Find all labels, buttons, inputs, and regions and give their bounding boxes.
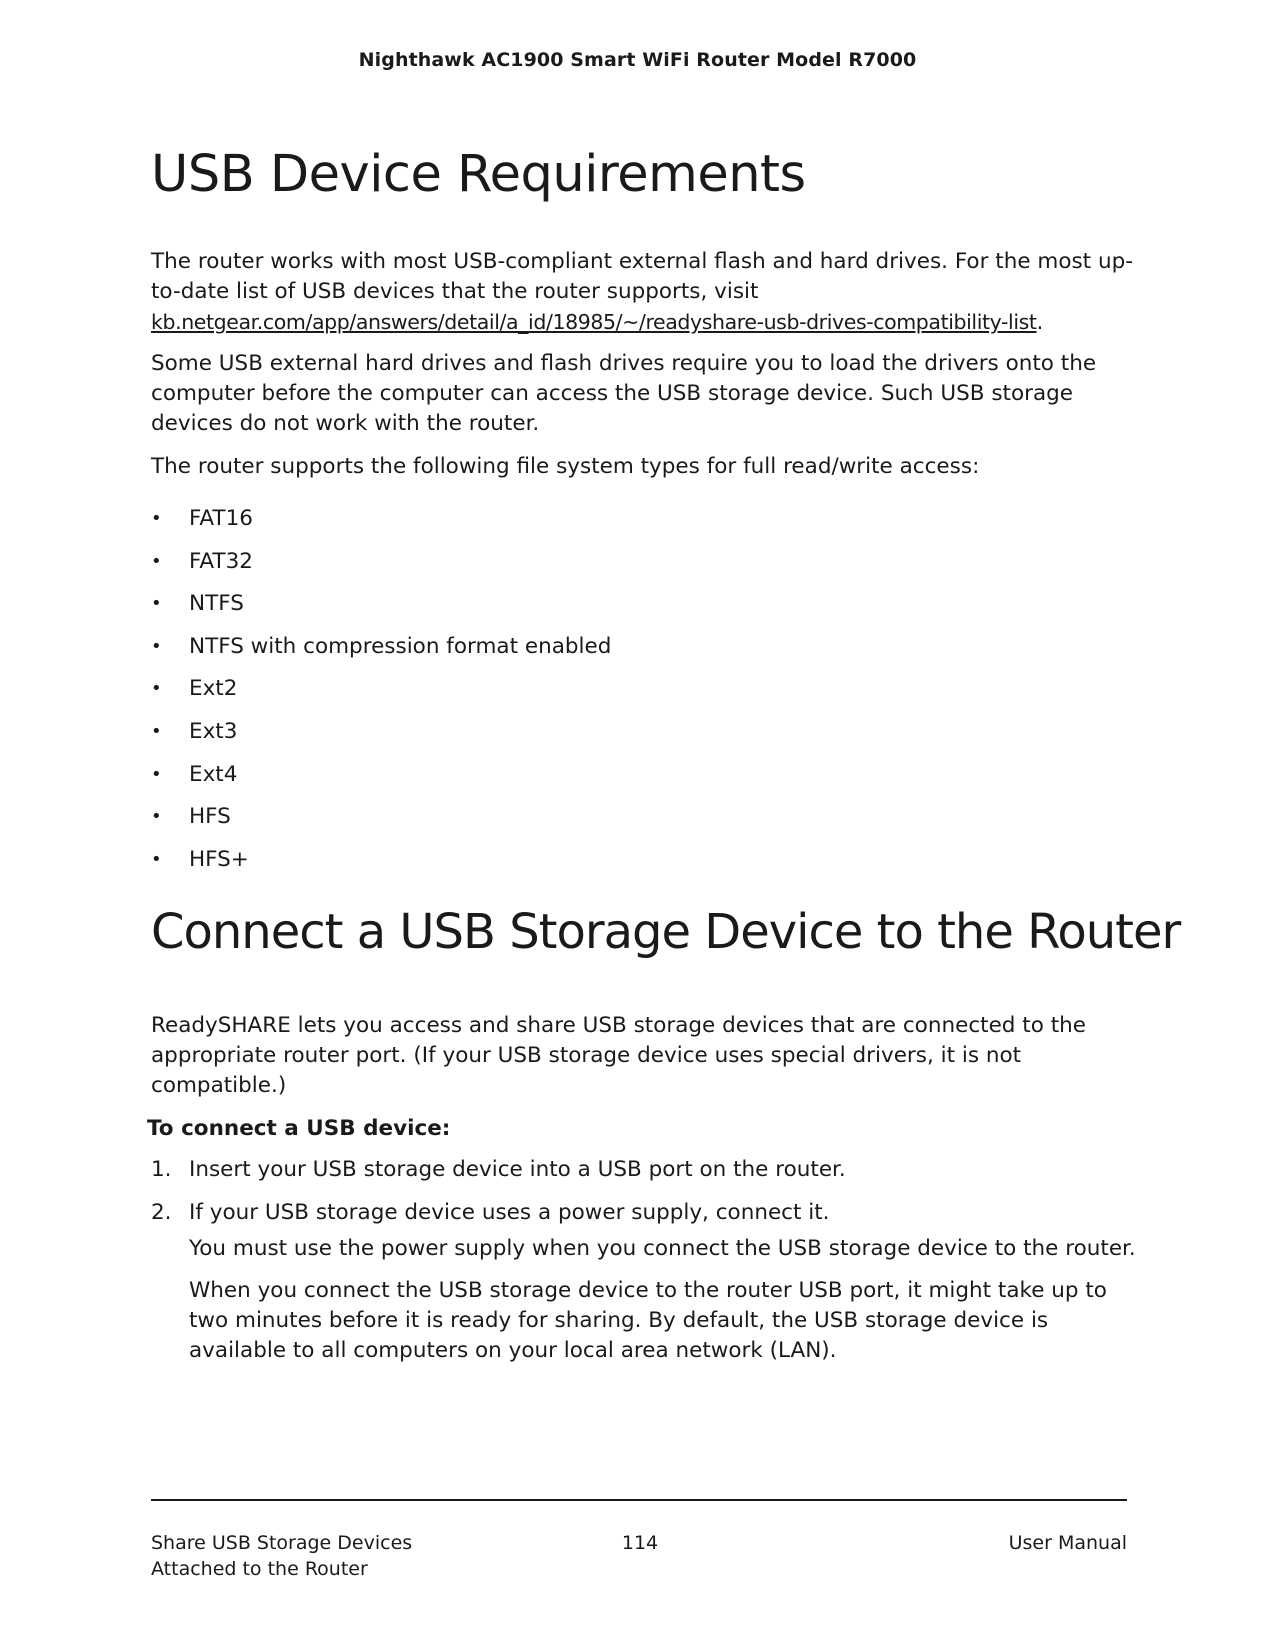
footer-chapter-line: Attached to the Router <box>151 1558 368 1580</box>
procedure-steps <box>151 1155 1141 1366</box>
list-item <box>151 504 611 547</box>
step-item <box>151 1198 1141 1366</box>
step-number: 1. <box>151 1157 172 1182</box>
file-system-list <box>151 504 611 887</box>
section-heading-connect-usb: Connect a USB Storage Device to the Router <box>151 904 1181 960</box>
paragraph-compatibility-text: The router works with most USB-compliant external flash and hard drives. For the most up-to-date list of USB devices that the router supports, visit <box>151 249 1133 304</box>
step-text: If your USB storage device uses a power supply, connect it. <box>189 1200 830 1225</box>
step-number: 2. <box>151 1200 172 1225</box>
compatibility-list-link[interactable]: kb.netgear.com/app/answers/detail/a_id/18985/~/readyshare-usb-drives-compatibility-list <box>151 310 1037 334</box>
list-item-label: Ext3 <box>189 718 238 744</box>
list-item-label: Ext4 <box>189 761 238 787</box>
list-item <box>151 547 611 590</box>
paragraph-file-systems: The router supports the following file system types for full read/write access: <box>151 454 980 479</box>
footer-divider <box>151 1499 1127 1501</box>
bullet-icon: • <box>151 763 162 785</box>
list-item <box>151 717 611 760</box>
list-item-label: HFS+ <box>189 846 249 872</box>
paragraph-compatibility <box>151 247 1141 338</box>
list-item <box>151 802 611 845</box>
bullet-icon: • <box>151 508 162 529</box>
section-heading-usb-requirements: USB Device Requirements <box>151 145 806 204</box>
step-item <box>151 1155 1141 1198</box>
list-item-label: NTFS <box>189 591 244 617</box>
list-item <box>151 674 611 717</box>
paragraph-drivers: Some USB external hard drives and flash drives require you to load the drivers onto the computer before the computer can access the USB storage device. Such USB storage devices do not work with the router. <box>151 351 1097 436</box>
list-item-label: Ext2 <box>189 676 238 702</box>
list-item <box>151 632 611 675</box>
list-item <box>151 589 611 632</box>
list-item-label: HFS <box>189 804 231 830</box>
paragraph-compatibility-end: . <box>1036 310 1044 335</box>
page-number: 114 <box>621 1532 659 1554</box>
step-note: When you connect the USB storage device to the router USB port, it might take up to two minutes before it is ready for sharing. By default, the USB storage device is available to all computers on your local area network (LAN). <box>189 1278 1107 1363</box>
bullet-icon: • <box>151 550 162 572</box>
bullet-icon: • <box>151 635 162 657</box>
list-item-label: FAT16 <box>189 506 253 531</box>
list-item-label: FAT32 <box>189 548 253 574</box>
step-text: Insert your USB storage device into a USB port on the router. <box>189 1157 846 1182</box>
procedure-title: To connect a USB device: <box>147 1116 451 1141</box>
step-note: You must use the power supply when you connect the USB storage device to the router. <box>189 1236 1136 1261</box>
paragraph-readyshare: ReadySHARE lets you access and share USB storage devices that are connected to the appropriate router port. (If your USB storage device uses special drivers, it is not compatible.) <box>151 1013 1086 1098</box>
bullet-icon: • <box>151 678 162 700</box>
list-item <box>151 760 611 803</box>
footer-manual-label: User Manual <box>1008 1532 1127 1554</box>
page-header: Nighthawk AC1900 Smart WiFi Router Model R7000 <box>358 49 917 71</box>
list-item-label: NTFS with compression format enabled <box>189 633 612 659</box>
list-item <box>151 845 611 888</box>
footer-chapter-line: Share USB Storage Devices <box>151 1532 413 1554</box>
footer-chapter <box>151 1530 471 1582</box>
bullet-icon: • <box>151 848 162 870</box>
bullet-icon: • <box>151 720 162 742</box>
bullet-icon: • <box>151 806 162 828</box>
bullet-icon: • <box>151 593 162 615</box>
